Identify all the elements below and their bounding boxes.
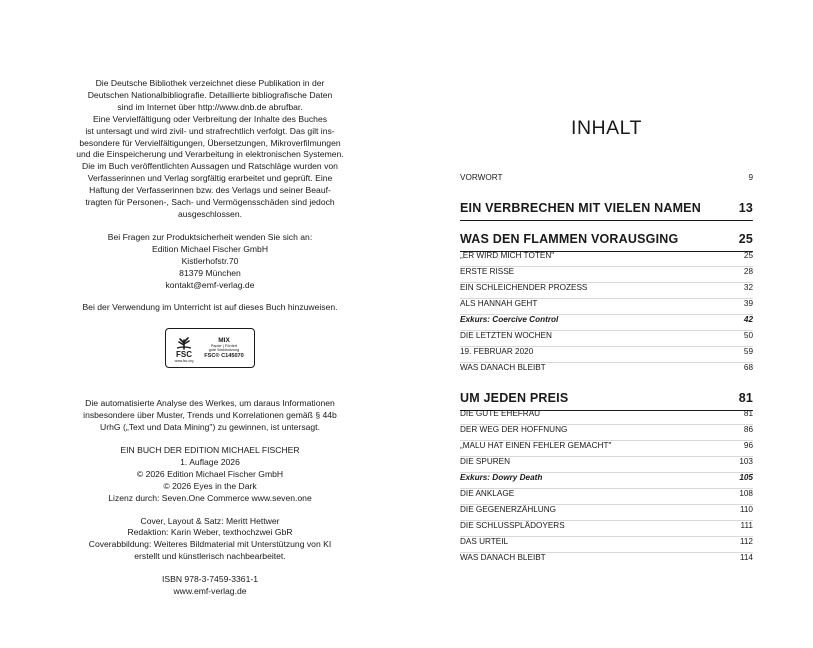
toc-entry-page: 9 [748,173,753,182]
toc-entry [460,331,753,347]
toc-entry-page: 28 [743,267,753,276]
toc-entry [460,347,753,363]
edition-line: Lizenz durch: Seven.One Commerce www.seven.one [108,492,312,503]
toc-entry [460,457,753,473]
fsc-logo-text: FSC [176,349,192,359]
toc-title: INHALT [571,117,642,139]
toc-entry-page: 103 [739,457,753,466]
toc-entry [460,173,753,189]
imprint-page [40,78,380,598]
toc-entry-label: WAS DEN FLAMMEN VORAUSGING [460,232,679,246]
toc-entry-page: 111 [740,521,753,530]
notice-line: ist untersagt und wird zivil- und strafrechtlich verfolgt. Das gilt ins- [85,125,335,136]
isbn-line: www.emf-verlag.de [173,586,247,597]
toc-entry-page: 25 [738,232,753,246]
toc-entry-label: ALS HANNAH GEHT [460,299,538,308]
safety-line: kontakt@emf-verlag.de [165,279,255,290]
toc-entry [460,251,753,267]
toc-entry-label: VORWORT [460,173,503,182]
notice-line: und die Einspeicherung und Verarbeitung in elektronischen Systemen. [76,149,344,160]
toc-entry-label: DIE SPUREN [460,457,511,466]
toc-entry-page: 96 [743,441,753,450]
tdm-line: insbesondere über Muster, Trends und Korrelationen gemäß § 44b [83,410,337,421]
toc-entry-page: 25 [743,251,753,260]
notice-line: Eine Vervielfältigung oder Verbreitung der Inhalte des Buches [92,113,328,124]
bibliographic-notice [40,78,380,221]
toc-entry-page: 68 [743,363,753,372]
toc-entry-page: 81 [743,409,753,418]
tdm-line: Die automatisierte Analyse des Werkes, um daraus Informationen [85,398,335,409]
notice-line: Deutschen Nationalbibliografie. Detaillierte bibliografische Daten [87,89,333,100]
toc-entry-page: 114 [739,553,753,562]
text-data-mining-notice [40,398,380,434]
toc-entry-label: EIN VERBRECHEN MIT VIELEN NAMEN [460,201,701,215]
safety-line: Bei Fragen zur Produktsicherheit wenden Sie sich an: [107,231,313,242]
notice-line: Die im Buch veröffentlichten Aussagen und Ratschläge wurden von [82,161,338,172]
credits-line: Coverabbildung: Weiteres Bildmaterial mit Unterstützung von KI [88,539,332,550]
toc-entry-label: WAS DANACH BLEIBT [460,363,546,372]
toc-entry-label: „ER WIRD MICH TÖTEN" [460,251,555,260]
isbn-line: ISBN 978-3-7459-3361-1 [161,574,259,585]
product-safety-contact [40,232,380,292]
edition-line: EIN BUCH DER EDITION MICHAEL FISCHER [120,445,300,456]
toc-entry-page: 108 [739,489,753,498]
fsc-mix-label [165,328,255,368]
toc-entry-label: WAS DANACH BLEIBT [460,553,546,562]
toc-entry-page: 32 [743,283,753,292]
credits-line: Redaktion: Karin Weber, texthochzwei GbR [127,527,293,538]
safety-line: Kistlerhofstr.70 [181,255,239,266]
notice-line: tragten für Personen-, Sach- und Vermögensschäden sind jedoch [85,197,335,208]
credits-line: Cover, Layout & Satz: Meritt Hettwer [140,515,280,526]
toc-entry [460,553,753,569]
edition-line: 1. Auflage 2026 [180,456,240,467]
toc-entry-label: „MALU HAT EINEN FEHLER GEMACHT" [460,441,612,450]
toc-entry-label: ERSTE RISSE [460,267,515,276]
toc-entry-label: DER WEG DER HOFFNUNG [460,425,568,434]
toc-entry [460,425,753,441]
safety-line: Edition Michael Fischer GmbH [151,243,269,254]
toc-entry [460,283,753,299]
toc-entry-label: Exkurs: Dowry Death [460,473,543,482]
toc-entry [460,505,753,521]
toc-entry [460,315,753,331]
credits [40,516,380,564]
toc-entry-page: 39 [743,299,753,308]
toc-entry-label: DIE ANKLAGE [460,489,515,498]
fsc-desc-2: gute Waldnutzung [208,347,240,352]
fsc-desc-1: Papier | Fördert [210,343,238,348]
toc-entry-page: 110 [739,505,753,514]
toc-entry-page: 50 [743,331,753,340]
toc-entry-label: DIE GUTE EHEFRAU [460,409,541,418]
edition-line: © 2026 Edition Michael Fischer GmbH [136,468,284,479]
toc-entry-label: EIN SCHLEICHENDER PROZESS [460,283,588,292]
safety-line: 81379 München [179,267,241,278]
school-note: Bei der Verwendung im Unterricht ist auf dieses Buch hinzuweisen. [82,302,338,313]
toc-entry-page: 86 [743,425,753,434]
toc-entry-label: DIE SCHLUSSPLÄDOYERS [460,521,565,530]
fsc-code: FSC® C145070 [204,353,244,360]
toc-entry-label: DAS URTEIL [460,537,509,546]
credits-line: erstellt und künstlerisch nachbearbeitet. [134,551,286,562]
toc-entry-page: 81 [738,391,753,405]
toc-entry [460,409,753,425]
notice-line: sind im Internet über http://www.dnb.de abrufbar. [117,101,303,112]
toc-entry [460,489,753,505]
toc-entry [460,267,753,283]
toc-entry-page: 105 [739,473,753,482]
toc-chapter [460,201,753,221]
fsc-tree-icon [175,334,193,350]
notice-line: ausgeschlossen. [177,208,243,219]
toc-entry [460,537,753,553]
notice-line: Die Deutsche Bibliothek verzeichnet diese Publikation in der [95,78,325,88]
toc-entry [460,363,753,379]
edition-line: © 2026 Eyes in the Dark [163,480,257,491]
toc-entry [460,441,753,457]
isbn-block [40,574,380,598]
tdm-line: UrhG („Text und Data Mining") zu gewinnen, ist untersagt. [100,422,320,433]
fsc-website: www.fsc.org [174,358,194,363]
toc-entry-page: 59 [743,347,753,356]
toc-chapter [460,232,753,252]
toc-entry [460,473,753,489]
toc-entry-label: UM JEDEN PREIS [460,391,569,405]
notice-line: Haftung der Verfasserinnen bzw. des Verlags und seiner Beauf- [89,185,331,196]
toc-entry-label: DIE LETZTEN WOCHEN [460,331,552,340]
toc-entry-page: 13 [738,201,753,215]
toc-entry-label: 19. FEBRUAR 2020 [460,347,534,356]
toc-entry [460,521,753,537]
toc-entry-label: Exkurs: Coercive Control [460,315,559,324]
edition-info [40,445,380,505]
notice-line: besondere für Vervielfältigungen, Übersetzungen, Mikroverfilmungen [79,137,341,148]
toc-entry-page: 112 [739,537,753,546]
notice-line: Verfasserinnen und Verlag sorgfältig erarbeitet und geprüft. Eine [87,173,333,184]
toc-entry [460,299,753,315]
toc-chapter [460,391,753,411]
toc-entry-page: 42 [743,315,753,324]
fsc-mix: MIX [218,336,230,344]
toc-entry-label: DIE GEGENERZÄHLUNG [460,505,556,514]
